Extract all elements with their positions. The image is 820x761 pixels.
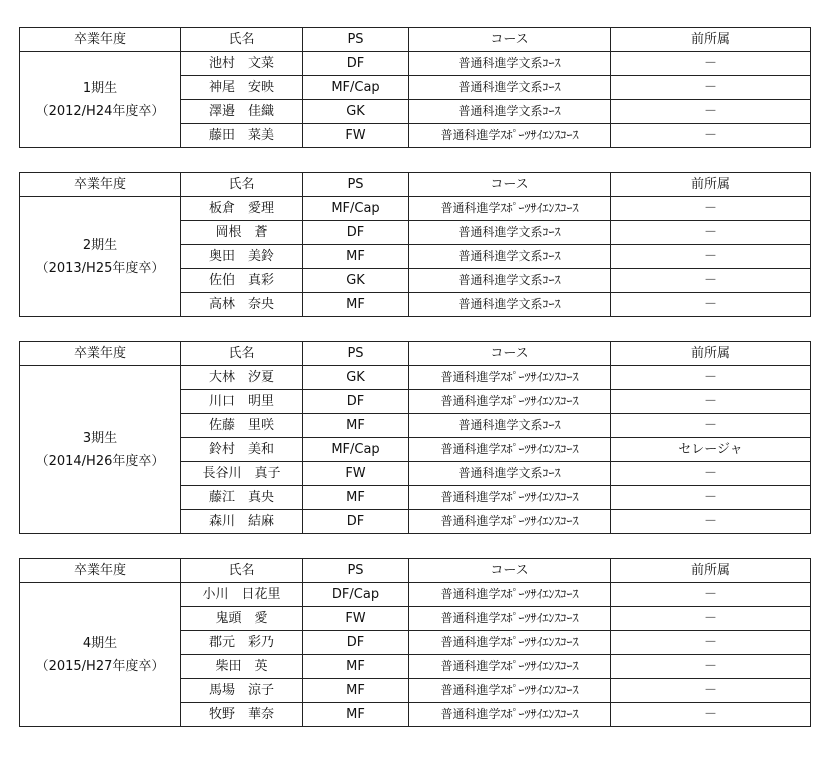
player-position: MF (303, 293, 409, 317)
player-course: 普通科進学文系ｺｰｽ (409, 76, 611, 100)
player-previous-team: － (611, 245, 811, 269)
player-name: 岡根 蒼 (181, 221, 303, 245)
player-course: 普通科進学ｽﾎﾟｰﾂｻｲｴﾝｽｺｰｽ (409, 366, 611, 390)
header-row (20, 28, 811, 52)
header-year: 卒業年度 (20, 28, 181, 52)
header-row (20, 342, 811, 366)
header-prev: 前所属 (611, 342, 811, 366)
player-name: 柴田 英 (181, 655, 303, 679)
player-name: 池村 文菜 (181, 52, 303, 76)
generation-label: 3期生 (82, 430, 118, 446)
player-previous-team: － (611, 124, 811, 148)
header-year: 卒業年度 (20, 342, 181, 366)
player-course: 普通科進学文系ｺｰｽ (409, 414, 611, 438)
player-name: 奥田 美鈴 (181, 245, 303, 269)
player-course: 普通科進学ｽﾎﾟｰﾂｻｲｴﾝｽｺｰｽ (409, 679, 611, 703)
player-position: MF/Cap (303, 197, 409, 221)
header-name: 氏名 (181, 559, 303, 583)
player-name: 長谷川 真子 (181, 462, 303, 486)
graduation-year: （2014/H26年度卒） (35, 453, 165, 469)
header-name: 氏名 (181, 342, 303, 366)
header-ps: PS (303, 559, 409, 583)
header-name: 氏名 (181, 173, 303, 197)
player-name: 小川 日花里 (181, 583, 303, 607)
player-previous-team: － (611, 679, 811, 703)
player-name: 郡元 彩乃 (181, 631, 303, 655)
player-previous-team: － (611, 293, 811, 317)
graduation-year: （2012/H24年度卒） (35, 103, 165, 119)
graduation-year: （2013/H25年度卒） (35, 260, 165, 276)
header-course: コース (409, 559, 611, 583)
player-name: 佐伯 真彩 (181, 269, 303, 293)
player-name: 神尾 安映 (181, 76, 303, 100)
player-name: 佐藤 里咲 (181, 414, 303, 438)
player-previous-team: － (611, 655, 811, 679)
header-year: 卒業年度 (20, 173, 181, 197)
player-previous-team: － (611, 52, 811, 76)
player-position: DF (303, 221, 409, 245)
header-ps: PS (303, 28, 409, 52)
player-previous-team: － (611, 462, 811, 486)
roster-table-4 (19, 558, 811, 727)
header-prev: 前所属 (611, 173, 811, 197)
player-course: 普通科進学ｽﾎﾟｰﾂｻｲｴﾝｽｺｰｽ (409, 390, 611, 414)
generation-label: 4期生 (82, 635, 118, 651)
player-previous-team: － (611, 221, 811, 245)
player-name: 高林 奈央 (181, 293, 303, 317)
player-position: MF/Cap (303, 76, 409, 100)
player-course: 普通科進学ｽﾎﾟｰﾂｻｲｴﾝｽｺｰｽ (409, 510, 611, 534)
player-course: 普通科進学ｽﾎﾟｰﾂｻｲｴﾝｽｺｰｽ (409, 438, 611, 462)
player-previous-team: － (611, 76, 811, 100)
generation-cell (20, 366, 181, 534)
player-name: 鬼頭 愛 (181, 607, 303, 631)
generation-cell (20, 583, 181, 727)
player-previous-team: － (611, 486, 811, 510)
player-course: 普通科進学ｽﾎﾟｰﾂｻｲｴﾝｽｺｰｽ (409, 655, 611, 679)
header-row (20, 559, 811, 583)
player-previous-team: － (611, 703, 811, 727)
player-position: MF (303, 486, 409, 510)
player-position: MF (303, 245, 409, 269)
player-position: FW (303, 124, 409, 148)
player-position: DF/Cap (303, 583, 409, 607)
generation-cell (20, 197, 181, 317)
player-course: 普通科進学文系ｺｰｽ (409, 293, 611, 317)
player-previous-team: － (611, 607, 811, 631)
player-previous-team: － (611, 583, 811, 607)
header-ps: PS (303, 342, 409, 366)
player-name: 藤江 真央 (181, 486, 303, 510)
player-position: MF (303, 679, 409, 703)
player-previous-team: － (611, 269, 811, 293)
player-course: 普通科進学文系ｺｰｽ (409, 245, 611, 269)
header-prev: 前所属 (611, 559, 811, 583)
player-course: 普通科進学文系ｺｰｽ (409, 221, 611, 245)
player-position: GK (303, 269, 409, 293)
player-name: 藤田 菜美 (181, 124, 303, 148)
player-name: 牧野 華奈 (181, 703, 303, 727)
player-course: 普通科進学ｽﾎﾟｰﾂｻｲｴﾝｽｺｰｽ (409, 607, 611, 631)
player-course: 普通科進学文系ｺｰｽ (409, 269, 611, 293)
generation-label: 2期生 (82, 237, 118, 253)
player-position: GK (303, 366, 409, 390)
player-previous-team: － (611, 414, 811, 438)
graduation-year: （2015/H27年度卒） (35, 658, 165, 674)
player-previous-team: － (611, 197, 811, 221)
player-position: DF (303, 510, 409, 534)
player-name: 鈴村 美和 (181, 438, 303, 462)
generation-label: 1期生 (82, 80, 118, 96)
player-name: 森川 結麻 (181, 510, 303, 534)
header-course: コース (409, 173, 611, 197)
player-position: DF (303, 631, 409, 655)
player-name: 澤邉 佳織 (181, 100, 303, 124)
header-prev: 前所属 (611, 28, 811, 52)
roster-table-3 (19, 341, 811, 534)
player-position: MF (303, 414, 409, 438)
player-position: FW (303, 462, 409, 486)
roster-table-2 (19, 172, 811, 317)
header-name: 氏名 (181, 28, 303, 52)
header-row (20, 173, 811, 197)
player-course: 普通科進学文系ｺｰｽ (409, 52, 611, 76)
player-row (20, 197, 811, 221)
player-course: 普通科進学ｽﾎﾟｰﾂｻｲｴﾝｽｺｰｽ (409, 486, 611, 510)
player-course: 普通科進学文系ｺｰｽ (409, 462, 611, 486)
player-previous-team: － (611, 100, 811, 124)
generation-cell (20, 52, 181, 148)
player-previous-team: － (611, 631, 811, 655)
player-position: MF (303, 703, 409, 727)
player-course: 普通科進学ｽﾎﾟｰﾂｻｲｴﾝｽｺｰｽ (409, 631, 611, 655)
header-year: 卒業年度 (20, 559, 181, 583)
player-row (20, 366, 811, 390)
player-name: 馬場 涼子 (181, 679, 303, 703)
player-position: MF (303, 655, 409, 679)
player-name: 川口 明里 (181, 390, 303, 414)
player-course: 普通科進学文系ｺｰｽ (409, 100, 611, 124)
player-position: MF/Cap (303, 438, 409, 462)
header-ps: PS (303, 173, 409, 197)
player-row (20, 583, 811, 607)
player-position: DF (303, 52, 409, 76)
player-position: DF (303, 390, 409, 414)
player-previous-team: セレージャ (611, 438, 811, 462)
player-course: 普通科進学ｽﾎﾟｰﾂｻｲｴﾝｽｺｰｽ (409, 197, 611, 221)
player-name: 板倉 愛理 (181, 197, 303, 221)
player-row (20, 52, 811, 76)
player-name: 大林 汐夏 (181, 366, 303, 390)
player-previous-team: － (611, 390, 811, 414)
player-course: 普通科進学ｽﾎﾟｰﾂｻｲｴﾝｽｺｰｽ (409, 124, 611, 148)
player-previous-team: － (611, 510, 811, 534)
player-previous-team: － (611, 366, 811, 390)
roster-table-1 (19, 27, 811, 148)
player-position: FW (303, 607, 409, 631)
player-course: 普通科進学ｽﾎﾟｰﾂｻｲｴﾝｽｺｰｽ (409, 583, 611, 607)
header-course: コース (409, 342, 611, 366)
player-course: 普通科進学ｽﾎﾟｰﾂｻｲｴﾝｽｺｰｽ (409, 703, 611, 727)
player-position: GK (303, 100, 409, 124)
header-course: コース (409, 28, 611, 52)
